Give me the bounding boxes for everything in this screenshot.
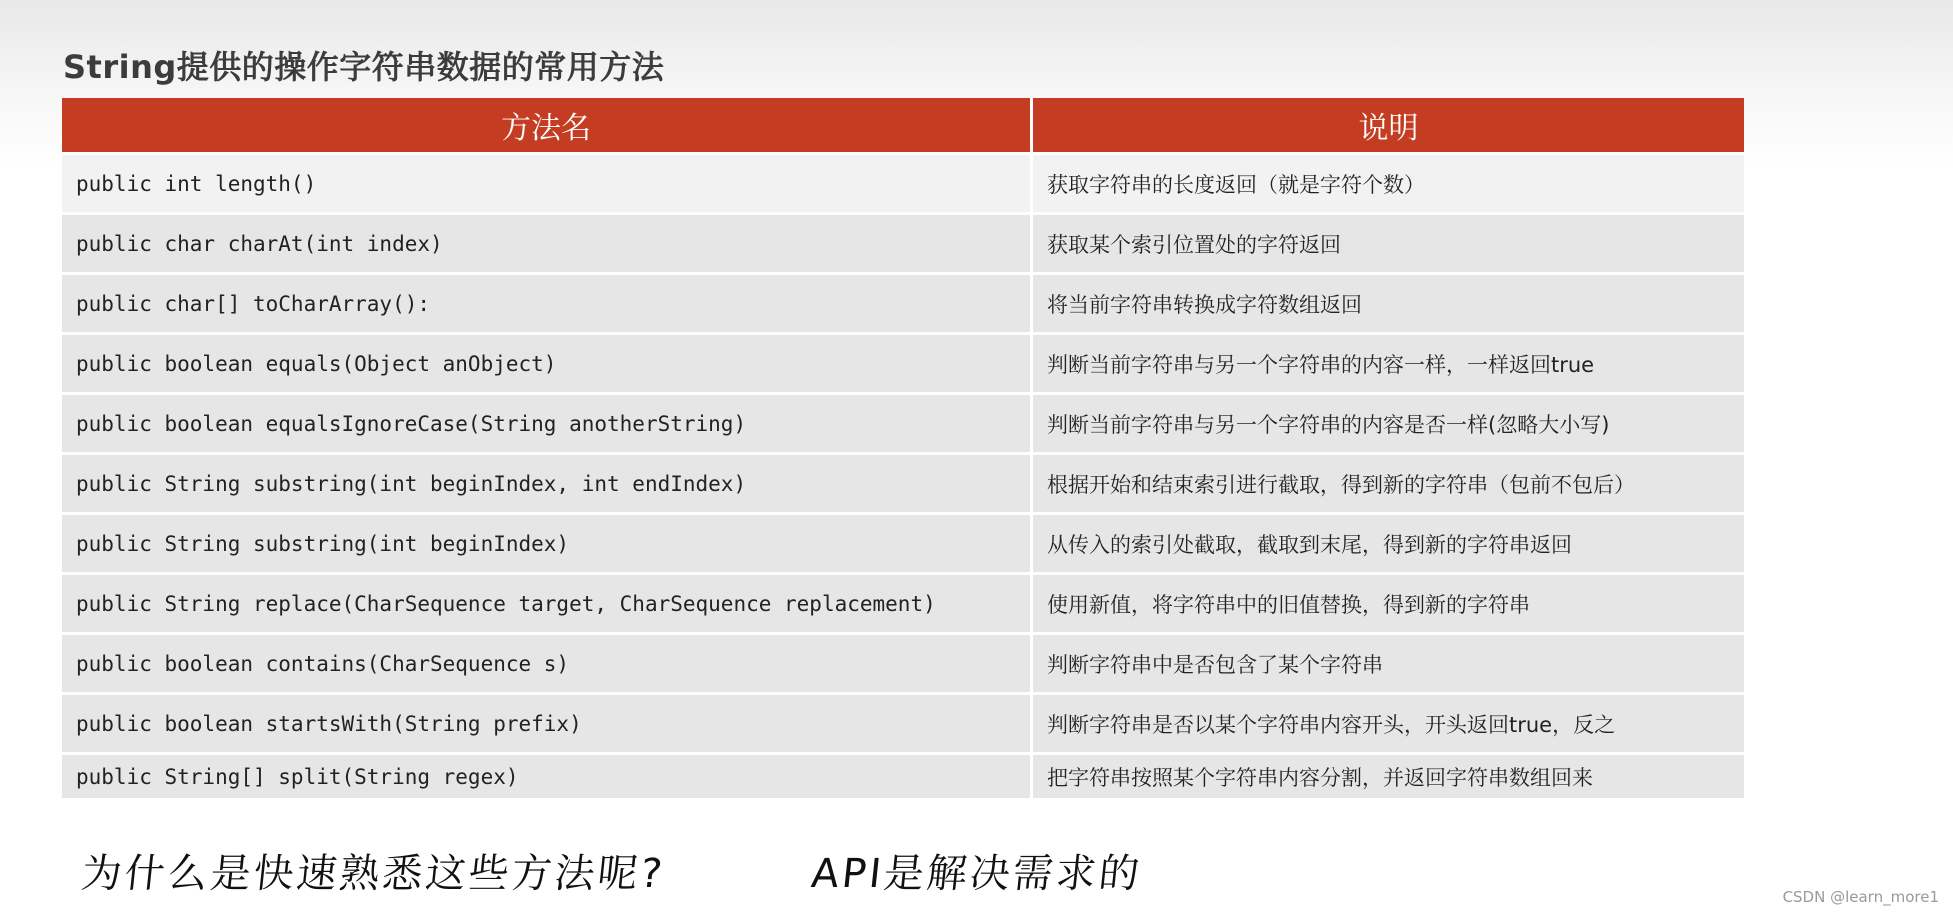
- method-signature: public boolean startsWith(String prefix): [62, 692, 1033, 752]
- method-signature: public boolean equals(Object anObject): [62, 332, 1033, 392]
- methods-table: [62, 98, 1744, 798]
- watermark: CSDN @learn_more1: [1782, 888, 1939, 906]
- method-signature: public char charAt(int index): [62, 212, 1033, 272]
- method-description: 将当前字符串转换成字符数组返回: [1033, 272, 1744, 332]
- method-description: 使用新值，将字符串中的旧值替换，得到新的字符串: [1033, 572, 1744, 632]
- table-row: [62, 632, 1744, 692]
- method-description: 判断当前字符串与另一个字符串的内容是否一样(忽略大小写): [1033, 392, 1744, 452]
- method-signature: public String[] split(String regex): [62, 752, 1033, 798]
- method-signature: public boolean contains(CharSequence s): [62, 632, 1033, 692]
- method-signature: public int length(): [62, 152, 1033, 212]
- method-description: 判断字符串中是否包含了某个字符串: [1033, 632, 1744, 692]
- method-description: 判断当前字符串与另一个字符串的内容一样，一样返回true: [1033, 332, 1744, 392]
- method-description: 获取字符串的长度返回（就是字符个数）: [1033, 152, 1744, 212]
- table-row: [62, 692, 1744, 752]
- table-row: [62, 212, 1744, 272]
- table-row: [62, 572, 1744, 632]
- handwritten-note-api: API是解决需求的: [809, 851, 1145, 897]
- method-description: 把字符串按照某个字符串内容分割，并返回字符串数组回来: [1033, 752, 1744, 798]
- column-header-description: 说明: [1033, 98, 1744, 152]
- table-row: [62, 152, 1744, 212]
- table-row: [62, 512, 1744, 572]
- method-description: 从传入的索引处截取，截取到末尾，得到新的字符串返回: [1033, 512, 1744, 572]
- table-row: [62, 452, 1744, 512]
- method-description: 判断字符串是否以某个字符串内容开头，开头返回true，反之: [1033, 692, 1744, 752]
- column-header-method: 方法名: [62, 98, 1033, 152]
- method-signature: public String substring(int beginIndex): [62, 512, 1033, 572]
- table-header-row: [62, 98, 1744, 152]
- method-signature: public String substring(int beginIndex, int endIndex): [62, 452, 1033, 512]
- method-signature: public char[] toCharArray():: [62, 272, 1033, 332]
- page-title: String提供的操作字符串数据的常用方法: [63, 48, 665, 86]
- table-row: [62, 332, 1744, 392]
- handwritten-note-question: 为什么是快速熟悉这些方法呢?: [79, 851, 668, 897]
- table-row: [62, 752, 1744, 798]
- table-row: [62, 272, 1744, 332]
- method-description: 根据开始和结束索引进行截取，得到新的字符串（包前不包后）: [1033, 452, 1744, 512]
- method-signature: public String replace(CharSequence target, CharSequence replacement): [62, 572, 1033, 632]
- method-description: 获取某个索引位置处的字符返回: [1033, 212, 1744, 272]
- table-row: [62, 392, 1744, 452]
- method-signature: public boolean equalsIgnoreCase(String anotherString): [62, 392, 1033, 452]
